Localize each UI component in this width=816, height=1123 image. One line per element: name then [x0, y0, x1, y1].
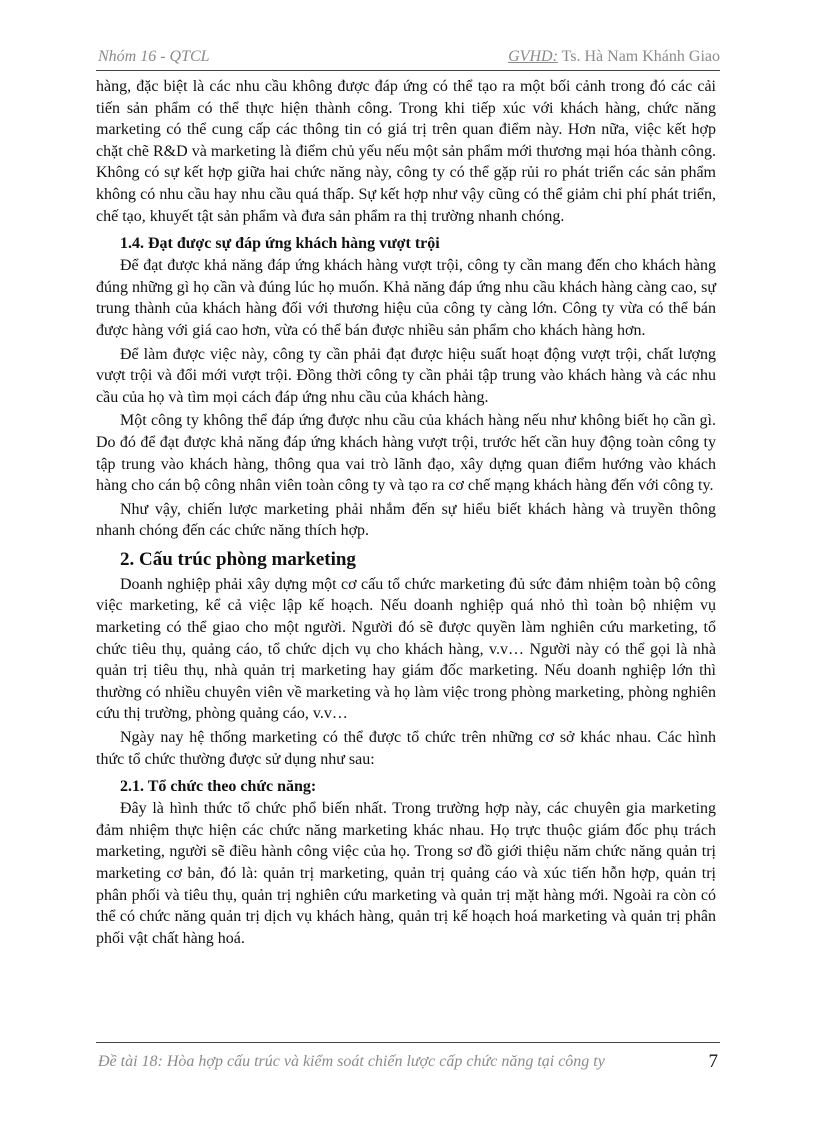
section-heading-2: 2. Cấu trúc phòng marketing: [120, 548, 356, 570]
paragraph: Doanh nghiệp phải xây dựng một cơ cấu tổ chức marketing đủ sức đảm nhiệm toàn bộ công việc marketing, kể cả việc lập kế hoạch. Nếu doanh nghiệp quá nhỏ thì toàn bộ nhiệm vụ marketing có thể giao cho một người. Người đó sẽ được quyền làm nghiên cứu marketing, tổ chức tiêu thụ, quảng cáo, tổ chức dịch vụ cho khách hàng, v.v… Người này có thể gọi là nhà quản trị tiêu thụ, nhà quản trị marketing hay giám đốc marketing. Nếu doanh nghiệp lớn thì thường có nhiều chuyên viên về marketing và họ làm việc trong phòng marketing, phòng nghiên cứu thị trường, phòng quảng cáo, v.v…: [96, 575, 716, 723]
group-name: Nhóm 16 - QTCL: [98, 48, 210, 65]
page-body: [96, 76, 716, 949]
advisor-name: Ts. Hà Nam Khánh Giao: [557, 48, 720, 65]
advisor-label: GVHD:: [508, 48, 558, 65]
page-footer: [96, 1042, 720, 1077]
intro-paragraph: hàng, đặc biệt là các nhu cầu không được đáp ứng có thể tạo ra một bối cảnh trong đó các cải tiến sản phẩm có thể thực hiện thành công. Trong khi tiếp xúc với khách hàng, chức năng marketing có thể cung cấp các thông tin có giá trị trên quan điểm này. Hơn nữa, việc kết hợp chặt chẽ R&D và marketing là điểm chủ yếu nếu một sản phẩm mới thương mại hóa thành công. Không có sự kết hợp giữa hai chức năng này, công ty có thể gặp rủi ro phát triển các sản phẩm không có nhu cầu hay nhu cầu quá thấp. Sự kết hợp như vậy cũng có thể giảm chi phí phát triển, chế tạo, khuyết tật sản phẩm và đưa sản phẩm ra thị trường nhanh chóng.: [96, 78, 716, 225]
advisor: [508, 48, 720, 66]
section-heading-2-1: 2.1. Tổ chức theo chức năng:: [120, 778, 317, 796]
page-number: 7: [708, 1051, 718, 1072]
paragraph: Ngày nay hệ thống marketing có thể được tổ chức trên những cơ sở khác nhau. Các hình thức tổ chức thường được sử dụng như sau:: [96, 729, 716, 768]
paragraph: Như vậy, chiến lược marketing phải nhắm đến sự hiểu biết khách hàng và truyền thông nhanh chóng đến các chức năng thích hợp.: [96, 500, 716, 540]
paragraph: Một công ty không thể đáp ứng được nhu cầu của khách hàng nếu như không biết họ cần gì. Do đó để đạt được khả năng đáp ứng khách hàng vượt trội, trước hết cần huy động toàn công ty tập trung vào khách hàng, thông qua vai trò lãnh đạo, xây dựng quan điểm hướng vào khách hàng cho cán bộ công nhân viên toàn công ty và tạo ra cơ chế mạng khách hàng đến với công ty.: [96, 412, 716, 495]
paragraph: Đây là hình thức tổ chức phổ biến nhất. Trong trường hợp này, các chuyên gia marketing đảm nhiệm thực hiện các chức năng marketing khác nhau. Họ trực thuộc giám đốc phụ trách marketing, người sẽ điều hành công việc của họ. Trong sơ đồ giới thiệu năm chức năng quản trị marketing cơ bản, đó là: quản trị marketing, quản trị quảng cáo và xúc tiến hỗn hợp, quản trị phân phối và tiêu thụ, quản trị nghiên cứu marketing và quản trị mặt hàng mới. Ngoài ra còn có thể có chức năng quản trị dịch vụ khách hàng, quản trị kế hoạch hoá marketing và quản trị phân phối vật chất hàng hoá.: [96, 800, 716, 947]
topic-title: Đề tài 18: Hòa hợp cấu trúc và kiểm soát chiến lược cấp chức năng tại công ty: [98, 1053, 605, 1070]
paragraph: Để làm được việc này, công ty cần phải đạt được hiệu suất hoạt động vượt trội, chất lượng vượt trội và đổi mới vượt trội. Đồng thời công ty cần phải tập trung vào khách hàng và các nhu cầu của họ và tìm mọi cách đáp ứng nhu cầu của khách hàng.: [96, 345, 716, 406]
section-heading-1-4: 1.4. Đạt được sự đáp ứng khách hàng vượt trội: [120, 235, 440, 253]
page-header: [96, 40, 720, 71]
paragraph: Để đạt được khả năng đáp ứng khách hàng vượt trội, công ty cần mang đến cho khách hàng đúng những gì họ cần và đúng lúc họ muốn. Khả năng đáp ứng nhu cầu khách hàng càng cao, sự trung thành của khách hàng đối với thương hiệu của công ty càng lớn. Công ty vừa có thể bán được hàng với giá cao hơn, vừa có thể bán được nhiều sản phẩm cho khách hàng hơn.: [96, 257, 716, 339]
